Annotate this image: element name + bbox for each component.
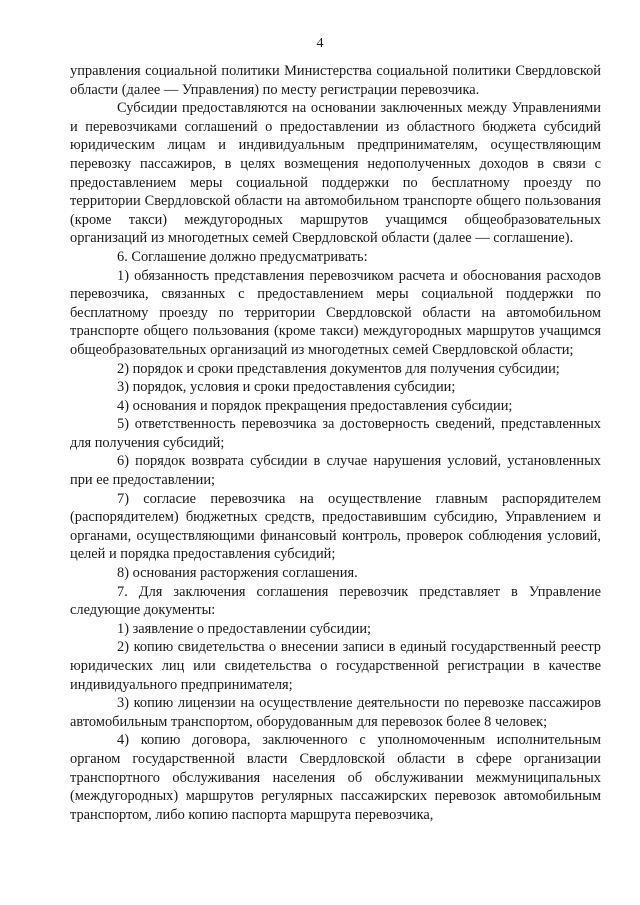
list-item-6-3: 3) порядок, условия и сроки предоставления субсидии; xyxy=(117,379,456,396)
list-item-7-3: 3) копию лицензии на осуществление деятельности по перевозке пассажиров автомобильным транспортом, оборудованным для перевозок более 8 человек; xyxy=(70,695,601,730)
list-item-6-4: 4) основания и порядок прекращения предоставления субсидии; xyxy=(117,397,513,414)
list-item-6-8: 8) основания расторжения соглашения. xyxy=(117,565,358,582)
paragraph-section-6-heading: 6. Соглашение должно предусматривать: xyxy=(117,248,368,265)
paragraph-continuation: управления социальной политики Министерства социальной политики Свердловской области (далее — Управления) по месту регистрации перевозчика. xyxy=(70,63,601,98)
list-item-7-4: 4) копию договора, заключенного с уполномоченным исполнительным органом государственной власти Свердловской области в сфере организации транспортного обслуживания населения об обслуживании межмуниципальных (междугородных) маршрутов регулярных пассажирских перевозок автомобильным транспортом, либо копию паспорта маршрута перевозчика, xyxy=(70,732,601,823)
list-item-6-2: 2) порядок и сроки представления документов для получения субсидии; xyxy=(117,360,560,377)
list-item-6-6: 6) порядок возврата субсидии в случае нарушения условий, установленных при ее предоставлении; xyxy=(70,453,601,489)
list-item-6-7: 7) согласие перевозчика на осуществление главным распорядителем (распорядителем) бюджетных средств, предоставившим субсидию, Управлением и органами, осуществляющими финансовый контроль, проверок соблюдения условий, целей и порядка предоставления субсидий; xyxy=(70,490,601,563)
list-item-7-1: 1) заявление о предоставлении субсидии; xyxy=(117,620,372,637)
page-number: 4 xyxy=(316,36,324,51)
paragraph-section-7-heading: 7. Для заключения соглашения перевозчик представляет в Управление следующие документы: xyxy=(70,583,601,619)
paragraph-subsidies-basis: Субсидии предоставляются на основании заключенных между Управлениями и перевозчиками соглашений о предоставлении из областного бюджета субсидий юридическим лицам и индивидуальным предпринимателям, осуществляющим перевозку пассажиров, в целях возмещения недополученных доходов в связи с предоставлением меры социальной поддержки по бесплатному проезду по территории Свердловской области на автомобильном транспорте общего пользования (кроме такси) междугородных маршрутов учащимся общеобразовательных организаций из многодетных семей Свердловской области (далее — соглашение). xyxy=(70,100,601,247)
list-item-6-1: 1) обязанность представления перевозчиком расчета и обоснования расходов перевозчика, связанных с предоставлением меры социальной поддержки по бесплатному проезду по территории Свердловской области на автомобильном транспорте общего пользования (кроме такси) междугородных маршрутов учащимся общеобразовательных организаций из многодетных семей Свердловской области; xyxy=(70,267,601,358)
list-item-6-5: 5) ответственность перевозчика за достоверность сведений, представленных для получения субсидий; xyxy=(70,416,601,451)
list-item-7-2: 2) копию свидетельства о внесении записи в единый государственный реестр юридических лиц или свидетельства о государственной регистрации в качестве индивидуального предпринимателя; xyxy=(70,639,601,693)
document-body xyxy=(70,62,601,824)
